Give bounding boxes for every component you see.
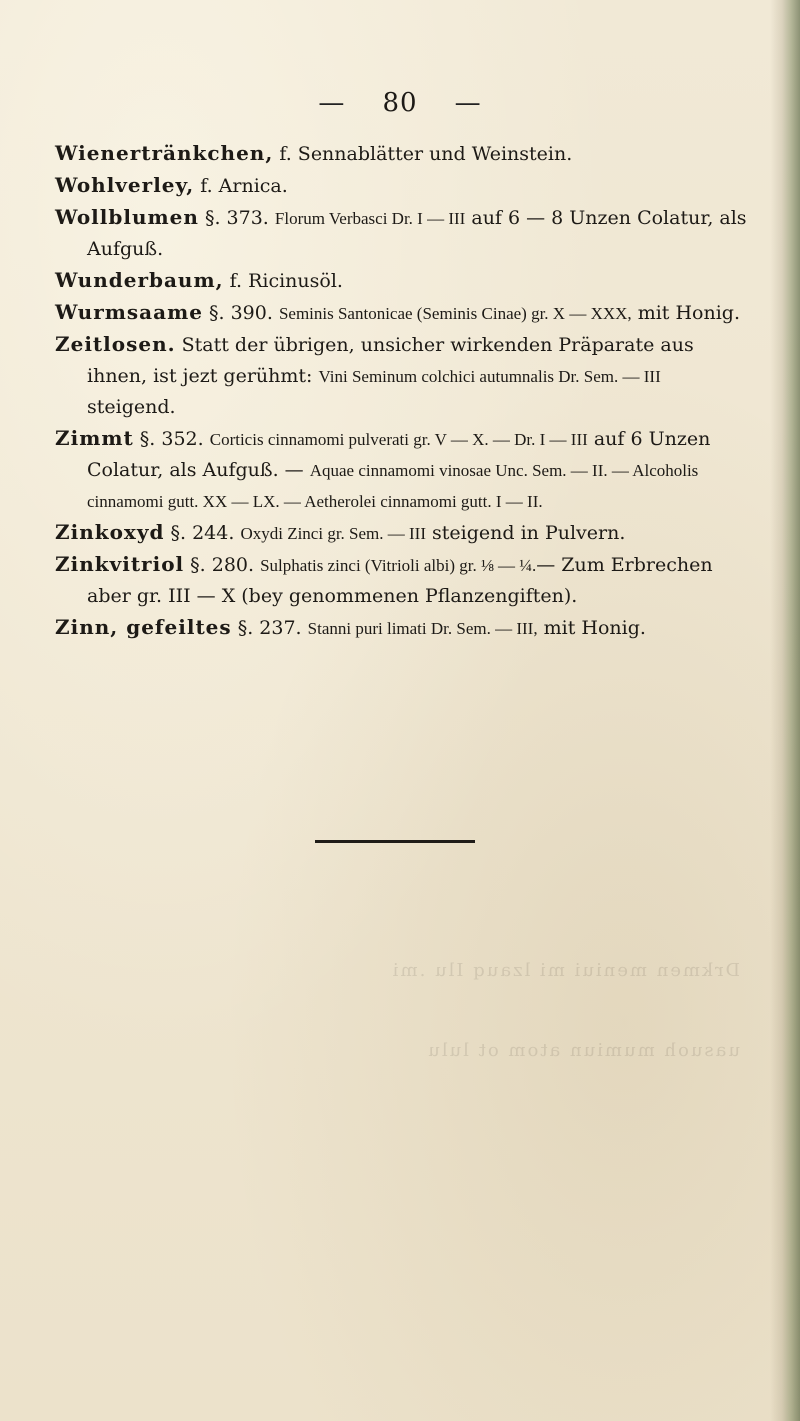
dictionary-entry (55, 423, 755, 517)
entry-headword: Wunderbaum, (55, 268, 224, 292)
entry-latin-prescription: Aquae cinnamomi vinosae Unc. Sem. — II. — Alcoholis cinnamomi gutt. XX — LX. — Aetherolei cinnamomi gutt. I — II. (87, 461, 699, 511)
entry-text: §. 280. (184, 554, 261, 576)
dictionary-entry (55, 549, 755, 612)
dictionary-entry (55, 329, 755, 423)
dictionary-entry (55, 138, 755, 170)
entry-text: — Zum Erbrechen aber gr. III — X (bey genommenen Pflanzengiften). (87, 554, 713, 607)
entry-text: f. Arnica. (194, 175, 288, 197)
entry-text: mit Honig. (537, 617, 646, 639)
entry-text: f. Ricinusöl. (223, 270, 343, 292)
entry-text: auf 6 Unzen Colatur, als Aufguß. — (87, 428, 711, 481)
entry-headword: Zinn, gefeiltes (55, 615, 232, 639)
entry-text: §. 237. (231, 617, 308, 639)
dictionary-entry (55, 202, 755, 265)
header-dash-right: — (454, 88, 482, 118)
entry-headword: Zeitlosen. (55, 332, 176, 356)
dictionary-entry (55, 517, 755, 549)
entry-headword: Wurmsaame (55, 300, 203, 324)
page-edge-shadow (770, 0, 800, 1421)
entry-text: auf 6 — 8 Unzen Colatur, als Aufguß. (87, 207, 747, 260)
dictionary-entry (55, 297, 755, 329)
entry-latin-prescription: Oxydi Zinci gr. Sem. — III (240, 524, 426, 543)
dictionary-entry (55, 265, 755, 297)
entry-headword: Wienertränkchen, (55, 141, 274, 165)
entry-latin-prescription: Florum Verbasci Dr. I — III (274, 209, 466, 228)
entry-text: steigend in Pulvern. (426, 522, 626, 544)
page-number: 80 (382, 88, 418, 118)
entry-text: mit Honig. (631, 302, 740, 324)
entry-text: §. 244. (164, 522, 241, 544)
entry-headword: Wohlverley, (55, 173, 195, 197)
entry-latin-prescription: Vini Seminum colchici autumnalis Dr. Sem. — III (318, 367, 661, 386)
entry-headword: Wollblumen (55, 205, 199, 229)
header-dash-left: — (318, 88, 346, 118)
bleed-through-text: uasuoh mumiun atom ot lulu (426, 1040, 740, 1061)
entry-latin-prescription: Seminis Santonicae (Seminis Cinae) gr. X — XXX, (278, 304, 632, 323)
entry-text: §. 352. (133, 428, 210, 450)
entry-text: Statt der übrigen, unsicher wirkenden Präparate aus ihnen, ist jezt gerühmt: (87, 334, 694, 387)
entry-headword: Zinkvitriol (55, 552, 185, 576)
page-header (0, 88, 800, 118)
entry-headword: Zimmt (55, 426, 134, 450)
entry-text: f. Sennablätter und Weinstein. (273, 143, 573, 165)
entry-list (55, 138, 755, 644)
entry-latin-prescription: Sulphatis zinci (Vitrioli albi) gr. ⅛ — ¼. (260, 556, 537, 575)
entry-text: §. 390. (202, 302, 279, 324)
entry-latin-prescription: Corticis cinnamomi pulverati gr. V — X. — Dr. I — III (209, 430, 588, 449)
entry-headword: Zinkoxyd (55, 520, 165, 544)
entry-text: steigend. (87, 396, 176, 418)
dictionary-entry (55, 612, 755, 644)
section-divider-rule (315, 840, 475, 843)
entry-latin-prescription: Stanni puri limati Dr. Sem. — III, (307, 619, 538, 638)
entry-text: §. 373. (198, 207, 275, 229)
dictionary-entry (55, 170, 755, 202)
bleed-through-text: Drkmen meniui mi lzauq Ilu .mi (390, 960, 740, 981)
